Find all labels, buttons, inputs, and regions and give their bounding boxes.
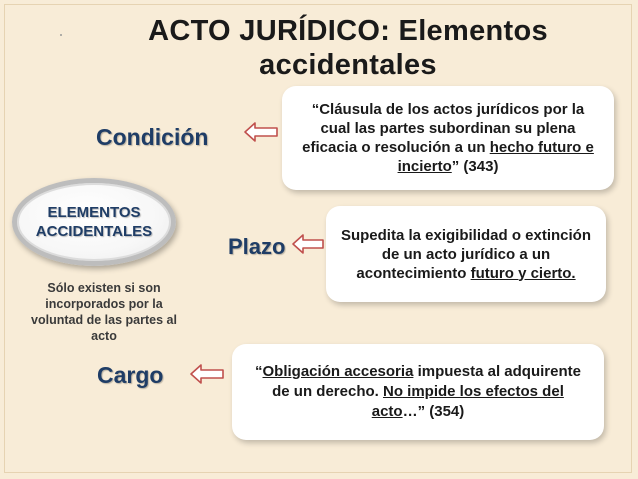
- definition-underlined: hecho futuro e incierto: [397, 139, 594, 175]
- definition-text-part: “Cláusula de los actos jurídicos por la cual las partes subordinan su plena eficacia o resolución a un: [302, 101, 585, 156]
- label-plazo: Plazo: [228, 234, 286, 259]
- definition-underlined: Obligación accesoria: [262, 363, 414, 380]
- label-condicion: Condición: [96, 124, 209, 150]
- definition-underlined: No impide los efectos del acto: [371, 383, 564, 420]
- definition-card-cargo: [232, 344, 604, 440]
- definition-text: [296, 100, 600, 176]
- definition-underlined: futuro y cierto.: [470, 264, 576, 282]
- left-arrow-icon: [244, 122, 278, 142]
- definition-card-condicion: [282, 86, 614, 190]
- elementos-accidentales-node: [12, 178, 176, 266]
- definition-text-part: impuesta al adquirente de un derecho.: [272, 363, 581, 400]
- left-arrow-icon: [292, 234, 324, 254]
- definition-text-part: Supedita la exigibilidad o extinción de un acto jurídico a un acontecimiento: [340, 226, 592, 282]
- definition-card-plazo: [326, 206, 606, 302]
- center-label: ELEMENTOS ACCIDENTALES: [35, 204, 153, 240]
- center-note: Sólo existen si son incorporados por la voluntad de las partes al acto: [31, 281, 177, 343]
- definition-text-part: ” (343): [451, 158, 499, 175]
- definition-text-part: …” (354): [402, 403, 465, 420]
- definition-text: [252, 362, 584, 422]
- label-cargo: Cargo: [97, 362, 164, 388]
- decorative-dot: [60, 34, 62, 36]
- left-arrow-icon: [190, 364, 224, 384]
- definition-text: [340, 226, 592, 283]
- page-title: ACTO JURÍDICO: Elementos accidentales: [148, 15, 548, 81]
- definition-text-part: “: [255, 363, 263, 380]
